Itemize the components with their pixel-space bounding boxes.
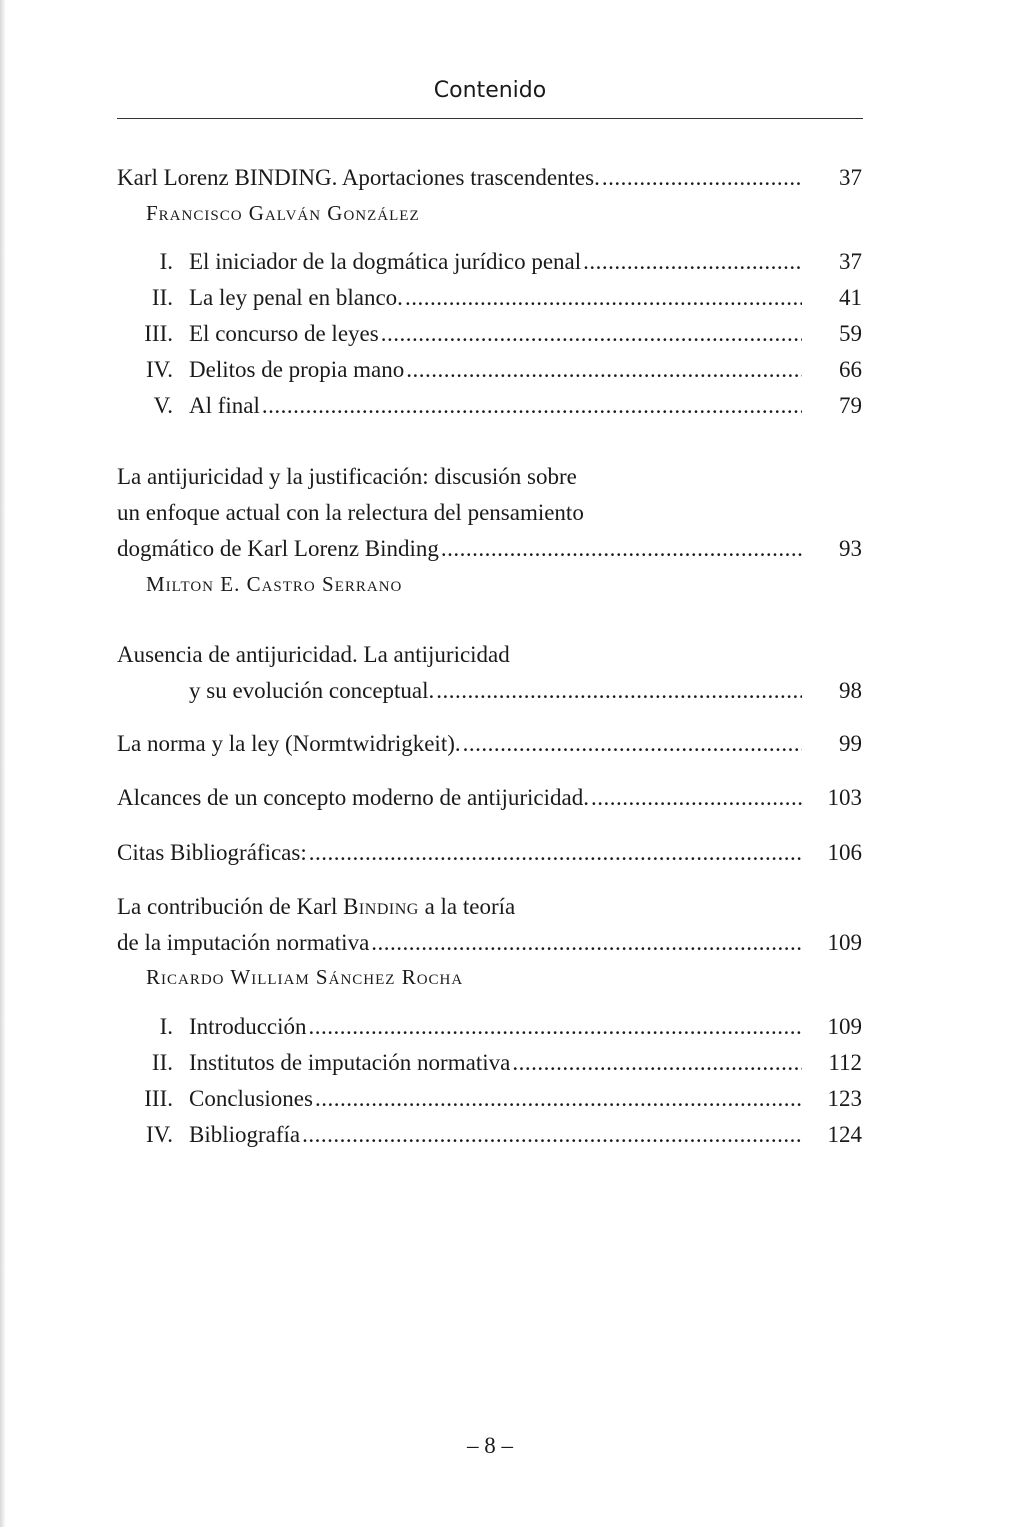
toc-entry-citas[interactable] xyxy=(117,835,862,871)
page-number: 112 xyxy=(828,1050,862,1075)
entry-title: Karl Lorenz BINDING. Aportaciones trascendentes. xyxy=(117,165,600,190)
author-name: Milton E. Castro Serrano xyxy=(146,572,403,596)
entry-title: dogmático de Karl Lorenz Binding xyxy=(117,536,439,561)
toc-section-item[interactable] xyxy=(117,388,862,424)
header-rule xyxy=(117,118,863,119)
section-title: La ley penal en blanco. xyxy=(189,285,403,310)
toc-entry-title-line[interactable]: La antijuricidad y la justificación: discusión sobre xyxy=(117,464,577,489)
author-name: Ricardo William Sánchez Rocha xyxy=(146,965,464,989)
dot-leader xyxy=(381,316,802,352)
section-title: El concurso de leyes xyxy=(189,321,379,346)
page-number: 106 xyxy=(827,840,862,865)
page-number: 123 xyxy=(827,1086,862,1111)
section-title: Introducción xyxy=(189,1014,307,1039)
dot-leader xyxy=(591,780,802,816)
entry-title: Citas Bibliográficas: xyxy=(117,840,307,865)
dot-leader xyxy=(315,1081,802,1117)
toc-section-item[interactable] xyxy=(117,352,862,388)
page-number: 41 xyxy=(839,285,862,310)
author-name: Francisco Galván González xyxy=(146,201,420,225)
section-title: Bibliografía xyxy=(189,1122,301,1147)
toc-entry-ausencia[interactable] xyxy=(117,673,862,709)
page-number: 109 xyxy=(827,1014,862,1039)
toc-entry-binding-aportaciones[interactable] xyxy=(117,160,862,196)
dot-leader xyxy=(436,673,802,709)
section-number: IV. xyxy=(145,357,173,382)
page-number: 93 xyxy=(839,536,862,561)
page-number: 79 xyxy=(839,393,862,418)
title-text-part: La contribución de Karl xyxy=(117,894,344,919)
toc-section-item[interactable] xyxy=(117,280,862,316)
toc-section-item[interactable] xyxy=(117,1009,862,1045)
dot-leader xyxy=(583,244,802,280)
toc-entry-contribucion[interactable] xyxy=(117,925,862,961)
page-folio: – 8 – xyxy=(467,1433,513,1458)
toc-entry-alcances[interactable] xyxy=(117,780,862,816)
dot-leader xyxy=(309,1009,802,1045)
section-number: III. xyxy=(144,1086,173,1111)
entry-title: La norma y la ley (Normtwidrigkeit). xyxy=(117,731,461,756)
page-edge-shadow xyxy=(0,0,6,1527)
running-header-title: Contenido xyxy=(433,78,547,103)
page-number: 59 xyxy=(839,321,862,346)
section-title: Conclusiones xyxy=(189,1086,313,1111)
dot-leader xyxy=(371,925,802,961)
section-title: El iniciador de la dogmática jurídico penal xyxy=(189,249,582,274)
dot-leader xyxy=(262,388,802,424)
entry-title: de la imputación normativa xyxy=(117,930,370,955)
dot-leader xyxy=(309,835,802,871)
dot-leader xyxy=(602,160,802,196)
toc-section-item[interactable] xyxy=(117,1081,862,1117)
page-number: 124 xyxy=(827,1122,862,1147)
page-number: 37 xyxy=(839,165,862,190)
page-number: 109 xyxy=(827,930,862,955)
dot-leader xyxy=(406,352,802,388)
section-title: Delitos de propia mano xyxy=(189,357,405,382)
page-number: 66 xyxy=(839,357,862,382)
section-number: IV. xyxy=(145,1122,173,1147)
section-number: II. xyxy=(151,1050,173,1075)
page-number: 99 xyxy=(839,731,862,756)
toc-entry-norma[interactable] xyxy=(117,726,862,762)
page-number: 98 xyxy=(839,678,862,703)
toc-entry-title-line[interactable] xyxy=(117,889,862,925)
dot-leader xyxy=(463,726,802,762)
section-number: I. xyxy=(159,249,173,274)
dot-leader xyxy=(302,1117,802,1153)
toc-section-item[interactable] xyxy=(117,1117,862,1153)
entry-title: y su evolución conceptual. xyxy=(189,678,435,703)
title-smallcaps-name: Binding xyxy=(343,894,419,919)
toc-entry-title-line[interactable]: un enfoque actual con la relectura del pensamiento xyxy=(117,500,584,525)
section-number: II. xyxy=(151,285,173,310)
toc-entry-title-line[interactable]: Ausencia de antijuricidad. La antijuricidad xyxy=(117,642,510,667)
dot-leader xyxy=(512,1045,802,1081)
dot-leader xyxy=(441,531,802,567)
title-text-part: a la teoría xyxy=(418,894,516,919)
toc-section-item[interactable] xyxy=(117,244,862,280)
toc-section-item[interactable] xyxy=(117,316,862,352)
page-number: 103 xyxy=(827,785,862,810)
page-number: 37 xyxy=(839,249,862,274)
entry-title: Alcances de un concepto moderno de antijuricidad. xyxy=(117,785,589,810)
section-number: I. xyxy=(159,1014,173,1039)
toc-section-item[interactable] xyxy=(117,1045,862,1081)
toc-entry-antijuricidad[interactable] xyxy=(117,531,862,567)
section-number: III. xyxy=(144,321,173,346)
section-title: Institutos de imputación normativa xyxy=(189,1050,511,1075)
section-title: Al final xyxy=(189,393,260,418)
section-number: V. xyxy=(153,393,173,418)
dot-leader xyxy=(405,280,802,316)
